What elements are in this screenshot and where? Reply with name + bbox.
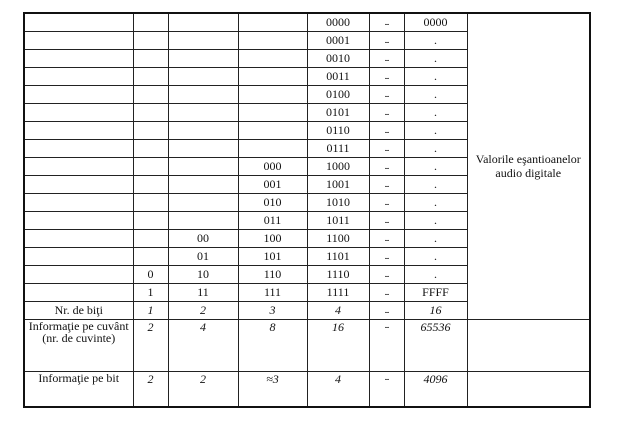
empty-label-cell [24, 211, 133, 229]
empty-label-cell [24, 13, 133, 31]
summary-value: ≈3 [238, 371, 307, 407]
hex-value-cell: . [404, 229, 467, 247]
binary-code-cell [238, 139, 307, 157]
ellipsis-cell: ... [369, 247, 404, 265]
empty-label-cell [24, 229, 133, 247]
hex-value-cell: . [404, 175, 467, 193]
binary-code-cell [133, 31, 168, 49]
empty-label-cell [24, 49, 133, 67]
binary-code-cell: 00 [168, 229, 238, 247]
binary-code-cell: 0101 [307, 103, 369, 121]
binary-code-cell: 0010 [307, 49, 369, 67]
ellipsis-cell: ... [369, 157, 404, 175]
ellipsis-cell: ... [369, 229, 404, 247]
summary-value: 16 [307, 319, 369, 371]
hex-value-cell: . [404, 247, 467, 265]
ellipsis-cell: ... [369, 67, 404, 85]
summary-label: Nr. de biţi [24, 301, 133, 319]
binary-code-cell [238, 103, 307, 121]
empty-label-cell [24, 103, 133, 121]
binary-code-cell: 1100 [307, 229, 369, 247]
binary-code-cell [133, 229, 168, 247]
binary-code-cell: 0111 [307, 139, 369, 157]
summary-label: Informaţie pe bit [24, 371, 133, 407]
ellipsis-cell: ... [369, 49, 404, 67]
binary-code-cell [133, 247, 168, 265]
summary-value: 2 [133, 319, 168, 371]
summary-value: 1 [133, 301, 168, 319]
ellipsis-cell: ... [369, 13, 404, 31]
binary-code-cell [238, 13, 307, 31]
binary-code-cell: 1 [133, 283, 168, 301]
binary-code-cell [168, 211, 238, 229]
hex-value-cell: . [404, 193, 467, 211]
binary-code-cell [168, 13, 238, 31]
binary-code-cell: 1010 [307, 193, 369, 211]
binary-code-cell [168, 103, 238, 121]
table-body [24, 13, 590, 407]
ellipsis-cell: ... [369, 139, 404, 157]
binary-code-cell: 0 [133, 265, 168, 283]
summary-value: 8 [238, 319, 307, 371]
binary-code-cell: 010 [238, 193, 307, 211]
empty-label-cell [24, 121, 133, 139]
ellipsis-cell: ... [369, 193, 404, 211]
hex-value-cell: . [404, 85, 467, 103]
binary-code-cell [168, 157, 238, 175]
empty-side-cell [467, 319, 590, 371]
ellipsis-cell: ... [369, 175, 404, 193]
binary-code-cell [238, 31, 307, 49]
binary-code-cell: 111 [238, 283, 307, 301]
bit-information-table [23, 12, 591, 408]
binary-code-cell [133, 139, 168, 157]
empty-side-cell [467, 371, 590, 407]
audio-samples-label: Valorile eşantioanelor audio digitale [467, 13, 590, 319]
binary-code-cell [168, 121, 238, 139]
hex-value-cell: . [404, 121, 467, 139]
empty-label-cell [24, 85, 133, 103]
binary-code-cell: 11 [168, 283, 238, 301]
binary-code-cell [133, 103, 168, 121]
summary-label: Informaţie pe cuvânt (nr. de cuvinte) [24, 319, 133, 371]
empty-label-cell [24, 67, 133, 85]
binary-code-cell [168, 49, 238, 67]
ellipsis-cell: ... [369, 211, 404, 229]
summary-value: 2 [168, 301, 238, 319]
binary-code-cell [133, 175, 168, 193]
ellipsis-cell: ... [369, 31, 404, 49]
hex-value-cell: . [404, 139, 467, 157]
binary-code-cell [133, 49, 168, 67]
summary-value: 3 [238, 301, 307, 319]
binary-code-cell: 000 [238, 157, 307, 175]
binary-code-cell: 1001 [307, 175, 369, 193]
binary-code-cell: 011 [238, 211, 307, 229]
binary-code-cell: 0100 [307, 85, 369, 103]
summary-row [24, 371, 590, 407]
table-row [24, 13, 590, 31]
binary-code-cell [133, 211, 168, 229]
binary-code-cell [133, 157, 168, 175]
ellipsis-cell: ... [369, 301, 404, 319]
binary-code-cell: 0001 [307, 31, 369, 49]
ellipsis-cell: ... [369, 85, 404, 103]
ellipsis-cell: ... [369, 371, 404, 407]
binary-code-cell [168, 31, 238, 49]
binary-code-cell [168, 67, 238, 85]
binary-code-cell: 110 [238, 265, 307, 283]
binary-code-cell: 1111 [307, 283, 369, 301]
hex-value-cell: . [404, 211, 467, 229]
hex-value-cell: . [404, 265, 467, 283]
hex-value-cell: FFFF [404, 283, 467, 301]
binary-code-cell: 0011 [307, 67, 369, 85]
hex-value-cell: . [404, 49, 467, 67]
ellipsis-cell: ... [369, 319, 404, 371]
binary-code-cell: 0110 [307, 121, 369, 139]
binary-code-cell: 1000 [307, 157, 369, 175]
binary-code-cell [168, 85, 238, 103]
ellipsis-cell: ... [369, 283, 404, 301]
hex-value-cell: . [404, 103, 467, 121]
summary-value: 4096 [404, 371, 467, 407]
binary-code-cell [168, 193, 238, 211]
binary-code-cell [168, 175, 238, 193]
summary-value: 4 [307, 301, 369, 319]
ellipsis-cell: ... [369, 103, 404, 121]
binary-code-cell [168, 139, 238, 157]
binary-code-cell [133, 193, 168, 211]
hex-value-cell: . [404, 31, 467, 49]
binary-code-cell: 1101 [307, 247, 369, 265]
ellipsis-cell: ... [369, 265, 404, 283]
binary-code-cell: 001 [238, 175, 307, 193]
binary-code-cell: 1011 [307, 211, 369, 229]
empty-label-cell [24, 31, 133, 49]
summary-value: 65536 [404, 319, 467, 371]
binary-code-cell: 01 [168, 247, 238, 265]
binary-code-cell [133, 67, 168, 85]
binary-code-cell [238, 49, 307, 67]
summary-value: 4 [168, 319, 238, 371]
binary-code-cell [238, 85, 307, 103]
binary-code-cell: 100 [238, 229, 307, 247]
binary-code-cell [238, 67, 307, 85]
empty-label-cell [24, 283, 133, 301]
binary-code-cell [238, 121, 307, 139]
binary-code-cell: 10 [168, 265, 238, 283]
binary-code-cell [133, 121, 168, 139]
summary-value: 2 [168, 371, 238, 407]
hex-value-cell: . [404, 157, 467, 175]
summary-value: 2 [133, 371, 168, 407]
binary-code-cell: 0000 [307, 13, 369, 31]
empty-label-cell [24, 193, 133, 211]
ellipsis-cell: ... [369, 121, 404, 139]
empty-label-cell [24, 139, 133, 157]
binary-code-cell [133, 85, 168, 103]
empty-label-cell [24, 157, 133, 175]
summary-row [24, 319, 590, 371]
empty-label-cell [24, 175, 133, 193]
binary-code-cell [133, 13, 168, 31]
summary-value: 16 [404, 301, 467, 319]
summary-value: 4 [307, 371, 369, 407]
binary-code-cell: 1110 [307, 265, 369, 283]
binary-code-cell: 101 [238, 247, 307, 265]
empty-label-cell [24, 265, 133, 283]
hex-value-cell: 0000 [404, 13, 467, 31]
hex-value-cell: . [404, 67, 467, 85]
empty-label-cell [24, 247, 133, 265]
